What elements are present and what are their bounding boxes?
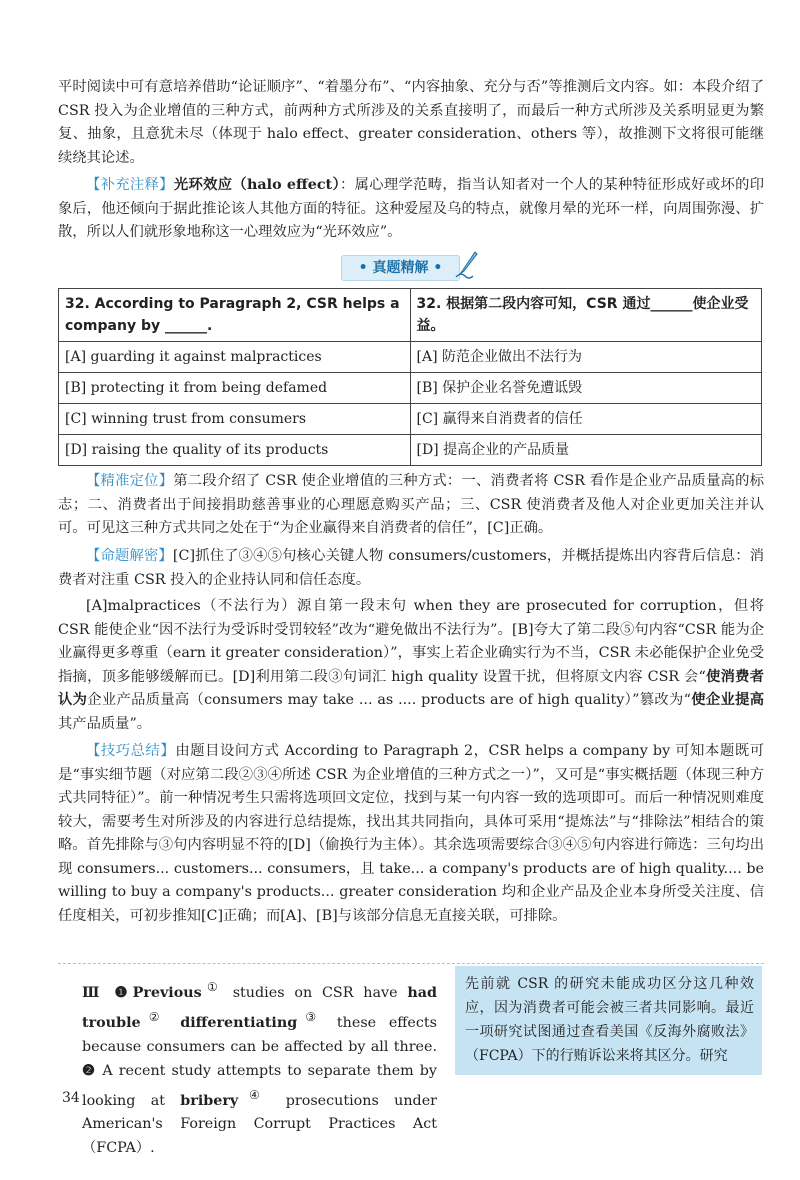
question-table	[58, 288, 762, 466]
pen-icon	[453, 250, 479, 280]
wrong-text-3: 其产品质量”。	[58, 715, 152, 732]
wrong-bold-2: 使企业提高	[690, 692, 765, 708]
option-b-en: [B] protecting it from being defamed	[59, 373, 411, 404]
section-title: • 真题精解 •	[341, 255, 460, 281]
vocab-previous: Previous	[132, 984, 202, 1001]
supplement-note	[58, 174, 764, 245]
passage-text-3: A recent study attempts to separate them by looking at	[82, 1062, 437, 1109]
option-b-cn: [B] 保护企业名誉免遭诋毁	[410, 373, 762, 404]
vocab-bribery: bribery	[180, 1092, 239, 1109]
wrong-text-1: [A]malpractices（不法行为）源自第一段末句 when they are prosecuted for corruption，但将 CSR 能使企业“因不法行为受诉时受罚较轻”改为“避免做出不法行为”。[B]夸大了第二段⑤句内容“CSR 能为企业赢得更多尊重（earn it greater consideration）”，事实上若企业确实行为不当，CSR 未必能保护企业免受指摘，顶多能够缓解而已。[D]利用第二段③句词汇 high quality 设置干扰，但将原文内容 CSR 会“	[58, 598, 764, 685]
wrong-text-2: 企业产品质量高（consumers may take ... as .... products are of high quality）”篡改为“	[87, 692, 691, 708]
passage-text-4: prosecutions under American's Foreign Corrupt Practices Act（FCPA）.	[82, 1092, 437, 1157]
locate-paragraph	[58, 470, 764, 541]
translation-box: 先前就 CSR 的研究未能成功区分这几种效应，因为消费者可能会被三者共同影响。最近一项研究试图通过查看美国《反海外腐败法》（FCPA）下的行贿诉讼来将其区分。研究	[455, 966, 762, 1075]
note-3: ③	[297, 1009, 325, 1024]
passage-text-1: studies on CSR have	[222, 984, 408, 1001]
passage-text-2: these effects because consumers can be affected by all three.	[82, 1014, 437, 1055]
decode-tag: 【命题解密】	[86, 548, 173, 564]
option-c-en: [C] winning trust from consumers	[59, 404, 411, 435]
wrong-bold-1: 使消费者认为	[58, 668, 764, 708]
sentence-2-marker: ❷	[82, 1062, 97, 1079]
note-1: ①	[201, 980, 223, 994]
vocab-had-trouble: had trouble	[82, 984, 437, 1031]
supplement-term: 光环效应（halo effect）	[173, 177, 340, 193]
option-a-en: [A] guarding it against malpractices	[59, 342, 411, 373]
wrong-options-paragraph	[58, 595, 764, 736]
option-d-cn: [D] 提高企业的产品质量	[410, 435, 762, 466]
supplement-tag: 【补充注释】	[86, 177, 174, 193]
supplement-text: ：属心理学范畴，指当认知者对一个人的某种特征形成好或坏的印象后，他还倾向于据此推论该人其他方面的特征。这种爱屋及乌的特点，就像月晕的光环一样，向周围弥漫、扩散，所以人们就形象地称这一心理效应为“光环效应”。	[58, 177, 765, 240]
para-number: Ⅲ	[82, 984, 105, 1001]
locate-tag: 【精准定位】	[86, 473, 174, 489]
note-2: ②	[140, 1009, 168, 1024]
intro-paragraph: 平时阅读中可有意培养借助“论证顺序”、“着墨分布”、“内容抽象、充分与否”等推测后文内容。如：本段介绍了 CSR 投入为企业增值的三种方式，前两种方式所涉及的关系直接明了，而最后一种方式所涉及关系明显更为繁复、抽象，且意犹未尽（体现于 halo effect、greater consideration、others 等），故推测下文将很可能继续绕其论述。	[58, 79, 764, 166]
page-number: 34	[62, 1090, 80, 1106]
skill-tag: 【技巧总结】	[86, 743, 176, 759]
question-stem-en: 32. According to Paragraph 2, CSR helps a company by ______.	[59, 289, 411, 342]
passage-paragraph	[82, 975, 437, 1160]
skill-paragraph	[58, 740, 764, 928]
question-stem-cn: 32. 根据第二段内容可知，CSR 通过______使企业受益。	[410, 289, 762, 342]
decode-paragraph	[58, 545, 764, 592]
option-d-en: [D] raising the quality of its products	[59, 435, 411, 466]
sentence-1-marker: ❶	[114, 984, 133, 1001]
option-c-cn: [C] 赢得来自消费者的信任	[410, 404, 762, 435]
note-4: ④	[238, 1087, 271, 1102]
vocab-differentiating: differentiating	[180, 1014, 298, 1031]
decode-text: [C]抓住了③④⑤句核心关键人物 consumers/customers，并概括提炼出内容背后信息：消费者对注重 CSR 投入的企业持认同和信任态度。	[58, 548, 765, 588]
skill-text: 由题目设问方式 According to Paragraph 2，CSR helps a company by 可知本题既可是“事实细节题（对应第二段②③④所述 CSR 为企业增值的三种方式之一）”，又可是“事实概括题（体现三种方式共同特征）”。前一种情况考生只需将选项回文定位，找到与某一句内容一致的选项即可。而后一种情况则难度较大，需要考生对所涉及的内容进行总结提炼，找出其共同指向，具体可采用“提炼法”与“排除法”相结合的策略。首先排除与③句内容明显不符的[D]（偷换行为主体）。其余选项需要综合③④⑤句内容进行筛选：三句均出现 consumers... customers... consumers，且 take... a company's products are of high quality.... be willing to buy a company's products... greater consideration 均和企业产品及企业本身所受关注度、信任度相关，可初步推知[C]正确；而[A]、[B]与该部分信息无直接关联，可排除。	[58, 743, 765, 924]
divider	[58, 963, 764, 964]
locate-text: 第二段介绍了 CSR 使企业增值的三种方式：一、消费者将 CSR 看作是企业产品质量高的标志；二、消费者出于间接捐助慈善事业的心理愿意购买产品；三、CSR 使消费者及他人对企业更加关注并认可。可见这三种方式共同之处在于“为企业赢得来自消费者的信任”，[C]正确。	[58, 473, 764, 536]
option-a-cn: [A] 防范企业做出不法行为	[410, 342, 762, 373]
